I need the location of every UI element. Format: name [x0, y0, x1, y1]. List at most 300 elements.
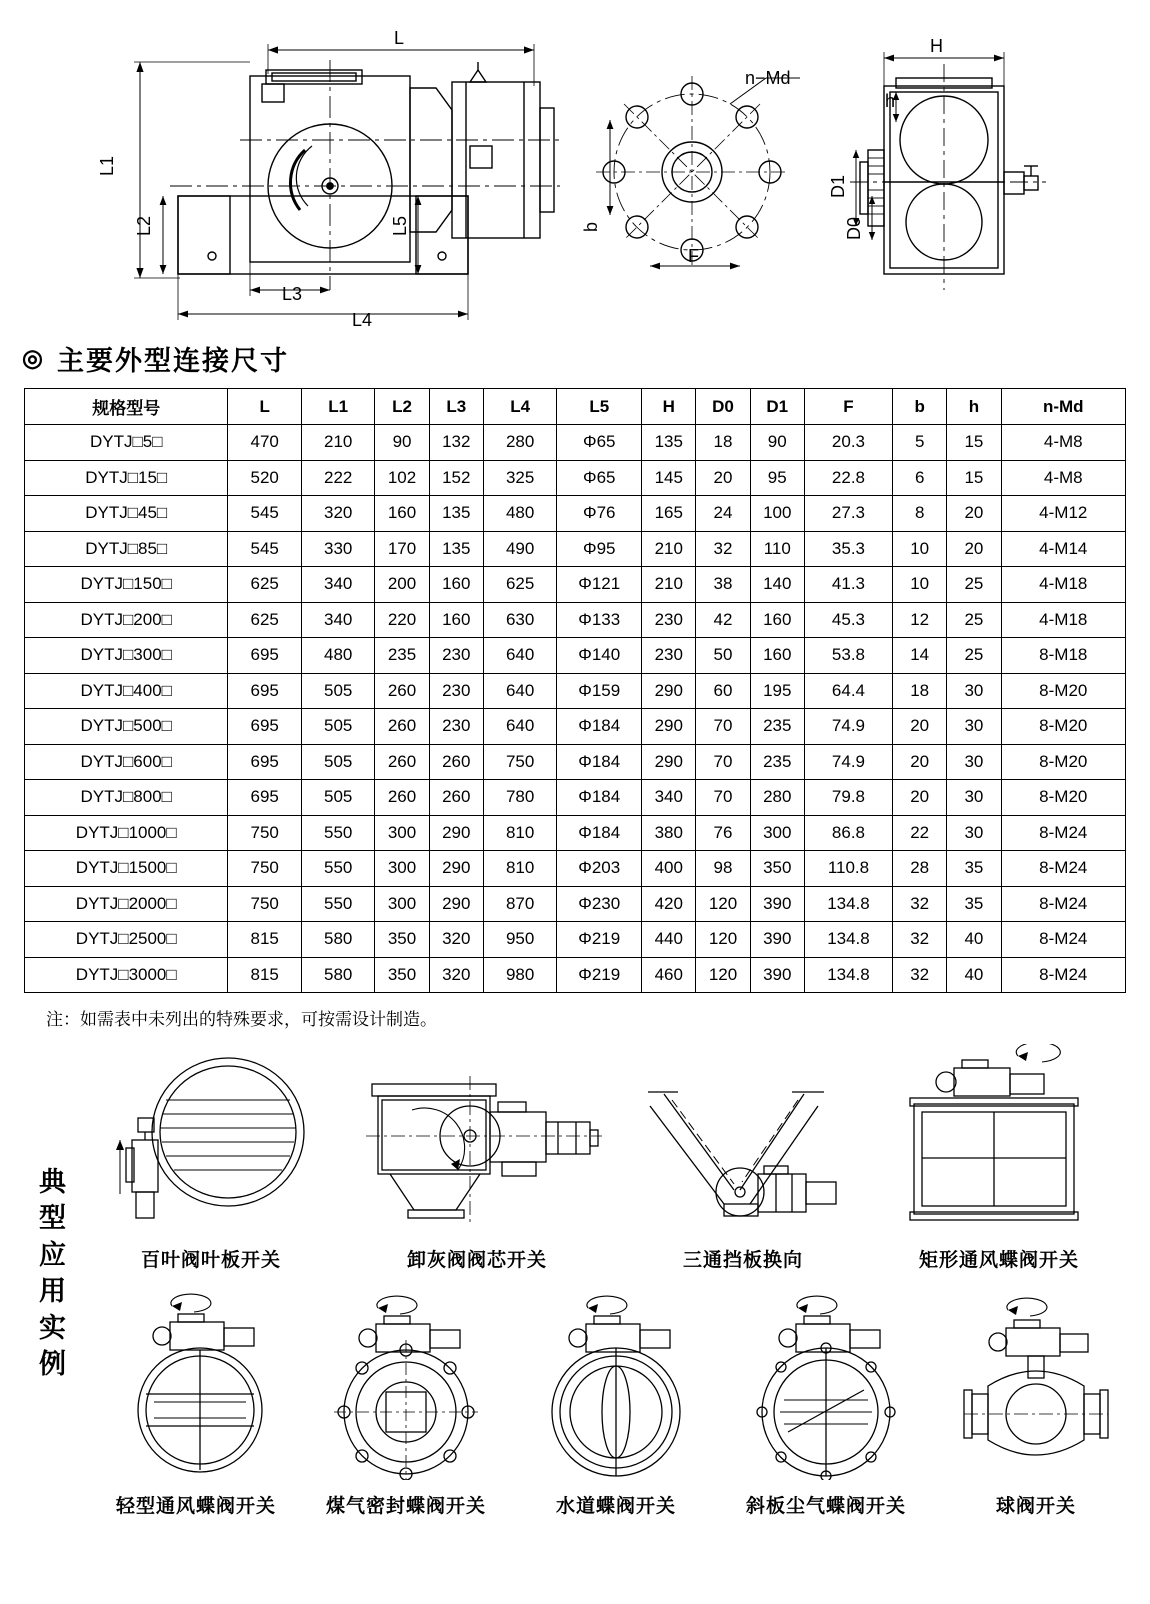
application-item-gas-seal-butterfly: [306, 1290, 506, 1518]
cell-L1: 210: [301, 425, 374, 461]
table-row: [25, 531, 1126, 567]
cell-L: 695: [228, 780, 301, 816]
cell-H: 290: [642, 744, 696, 780]
cell-b: 10: [893, 531, 947, 567]
cell-h: 40: [947, 922, 1001, 958]
dim-label-n-Md: n−Md: [745, 68, 791, 88]
cell-L2: 260: [375, 780, 429, 816]
application-caption: 斜板尘气蝶阀开关: [745, 1496, 906, 1517]
cell-h: 40: [947, 957, 1001, 993]
application-item-ash-discharge-valve: [352, 1044, 602, 1272]
cell-L5: Φ184: [557, 744, 642, 780]
dim-label-D1: D1: [828, 174, 848, 198]
cell-L: 625: [228, 602, 301, 638]
section-title: 主要外型连接尺寸: [56, 346, 289, 376]
cell-model: DYTJ□200□: [25, 602, 228, 638]
applications-row-1: [0, 1044, 1150, 1272]
cell-b: 5: [893, 425, 947, 461]
cell-L3: 230: [429, 673, 483, 709]
cell-model: DYTJ□85□: [25, 531, 228, 567]
cell-L1: 330: [301, 531, 374, 567]
cell-L2: 235: [375, 638, 429, 674]
cell-D0: 120: [696, 922, 750, 958]
cell-L3: 290: [429, 815, 483, 851]
cell-F: 74.9: [804, 744, 892, 780]
cell-L5: Φ230: [557, 886, 642, 922]
cell-L3: 160: [429, 567, 483, 603]
cell-b: 32: [893, 957, 947, 993]
cell-b: 6: [893, 460, 947, 496]
cell-L3: 152: [429, 460, 483, 496]
cell-L4: 280: [483, 425, 556, 461]
col-header-L4: L4: [483, 389, 556, 425]
cell-n-Md: 4-M18: [1001, 602, 1125, 638]
cell-n-Md: 4-M14: [1001, 531, 1125, 567]
application-item-inclined-dust-butterfly: [726, 1290, 926, 1518]
louver-valve-drawing: [96, 1044, 326, 1234]
cell-L5: Φ121: [557, 567, 642, 603]
cell-L4: 810: [483, 815, 556, 851]
cell-L1: 320: [301, 496, 374, 532]
cell-D1: 280: [750, 780, 804, 816]
cell-L1: 580: [301, 922, 374, 958]
cell-H: 230: [642, 602, 696, 638]
cell-L: 695: [228, 638, 301, 674]
col-header-L3: L3: [429, 389, 483, 425]
three-way-damper-drawing: [628, 1044, 858, 1234]
cell-L2: 300: [375, 851, 429, 887]
cell-model: DYTJ□400□: [25, 673, 228, 709]
ash-discharge-valve-drawing: [352, 1044, 602, 1234]
cell-L3: 230: [429, 638, 483, 674]
cell-model: DYTJ□15□: [25, 460, 228, 496]
cell-model: DYTJ□300□: [25, 638, 228, 674]
cell-L1: 550: [301, 851, 374, 887]
cell-b: 10: [893, 567, 947, 603]
dim-label-H: H: [930, 36, 943, 56]
cell-L4: 630: [483, 602, 556, 638]
cell-n-Md: 8-M20: [1001, 709, 1125, 745]
cell-D0: 98: [696, 851, 750, 887]
cell-n-Md: 8-M24: [1001, 815, 1125, 851]
cell-model: DYTJ□3000□: [25, 957, 228, 993]
dim-label-L1: L1: [97, 155, 117, 176]
cell-L4: 640: [483, 638, 556, 674]
application-caption: 轻型通风蝶阀开关: [115, 1496, 276, 1517]
cell-D1: 100: [750, 496, 804, 532]
cell-L5: Φ76: [557, 496, 642, 532]
cell-L3: 135: [429, 531, 483, 567]
table-row: [25, 815, 1126, 851]
cell-L5: Φ65: [557, 460, 642, 496]
cell-L: 750: [228, 886, 301, 922]
cell-model: DYTJ□2000□: [25, 886, 228, 922]
cell-F: 134.8: [804, 886, 892, 922]
cell-h: 20: [947, 496, 1001, 532]
cell-F: 134.8: [804, 957, 892, 993]
cell-L2: 350: [375, 957, 429, 993]
cell-H: 340: [642, 780, 696, 816]
application-caption: 球阀开关: [995, 1496, 1076, 1517]
table-row: [25, 744, 1126, 780]
cell-L5: Φ65: [557, 425, 642, 461]
cell-h: 30: [947, 709, 1001, 745]
cell-D1: 90: [750, 425, 804, 461]
cell-F: 22.8: [804, 460, 892, 496]
cell-F: 35.3: [804, 531, 892, 567]
cell-n-Md: 4-M8: [1001, 460, 1125, 496]
cell-h: 20: [947, 531, 1001, 567]
cell-b: 32: [893, 886, 947, 922]
cell-L: 545: [228, 496, 301, 532]
cell-L2: 170: [375, 531, 429, 567]
cell-F: 41.3: [804, 567, 892, 603]
cell-D1: 195: [750, 673, 804, 709]
cell-b: 20: [893, 780, 947, 816]
table-row: [25, 922, 1126, 958]
cell-D1: 350: [750, 851, 804, 887]
rect-vent-butterfly-drawing: [884, 1044, 1114, 1234]
application-caption: 三通挡板换向: [682, 1250, 803, 1271]
cell-L5: Φ140: [557, 638, 642, 674]
cell-L1: 505: [301, 673, 374, 709]
cell-F: 110.8: [804, 851, 892, 887]
cell-L4: 640: [483, 709, 556, 745]
cell-D0: 24: [696, 496, 750, 532]
application-item-light-vent-butterfly: [96, 1290, 296, 1518]
cell-L3: 132: [429, 425, 483, 461]
cell-L: 695: [228, 673, 301, 709]
table-note: 注：如需表中未列出的特殊要求，可按需设计制造。: [46, 1010, 437, 1029]
cell-F: 20.3: [804, 425, 892, 461]
cell-H: 440: [642, 922, 696, 958]
cell-L1: 222: [301, 460, 374, 496]
cell-L4: 980: [483, 957, 556, 993]
cell-n-Md: 8-M24: [1001, 851, 1125, 887]
cell-D0: 18: [696, 425, 750, 461]
cell-L5: Φ184: [557, 815, 642, 851]
cell-L3: 320: [429, 957, 483, 993]
cell-b: 14: [893, 638, 947, 674]
cell-F: 45.3: [804, 602, 892, 638]
cell-L: 815: [228, 957, 301, 993]
dim-label-L5: L5: [390, 215, 410, 236]
cell-model: DYTJ□5□: [25, 425, 228, 461]
cell-L4: 490: [483, 531, 556, 567]
cell-L2: 260: [375, 744, 429, 780]
cell-L: 545: [228, 531, 301, 567]
applications-row-2: [0, 1290, 1150, 1518]
cell-L3: 290: [429, 886, 483, 922]
cell-F: 86.8: [804, 815, 892, 851]
dim-label-L: L: [394, 28, 405, 48]
cell-L2: 350: [375, 922, 429, 958]
cell-H: 135: [642, 425, 696, 461]
cell-n-Md: 8-M24: [1001, 922, 1125, 958]
table-row: [25, 460, 1126, 496]
cell-b: 22: [893, 815, 947, 851]
cell-L3: 290: [429, 851, 483, 887]
cell-n-Md: 8-M20: [1001, 780, 1125, 816]
cell-L4: 640: [483, 673, 556, 709]
cell-H: 420: [642, 886, 696, 922]
cell-L5: Φ184: [557, 709, 642, 745]
cell-D1: 300: [750, 815, 804, 851]
table-row: [25, 638, 1126, 674]
cell-L: 695: [228, 744, 301, 780]
cell-model: DYTJ□1000□: [25, 815, 228, 851]
cell-h: 15: [947, 460, 1001, 496]
cell-H: 165: [642, 496, 696, 532]
cell-L5: Φ219: [557, 957, 642, 993]
dim-label-D0: D0: [844, 216, 864, 240]
col-header-b: b: [893, 389, 947, 425]
table-row: [25, 780, 1126, 816]
cell-L4: 870: [483, 886, 556, 922]
cell-L4: 950: [483, 922, 556, 958]
cell-L2: 260: [375, 709, 429, 745]
application-caption: 矩形通风蝶阀开关: [918, 1250, 1079, 1271]
table-row: [25, 425, 1126, 461]
cell-D0: 70: [696, 780, 750, 816]
cell-D0: 70: [696, 744, 750, 780]
cell-D0: 32: [696, 531, 750, 567]
cell-D1: 95: [750, 460, 804, 496]
cell-L3: 320: [429, 922, 483, 958]
col-header-H: H: [642, 389, 696, 425]
cell-L2: 300: [375, 815, 429, 851]
cell-model: DYTJ□2500□: [25, 922, 228, 958]
cell-L1: 340: [301, 567, 374, 603]
cell-D1: 235: [750, 744, 804, 780]
cell-n-Md: 8-M24: [1001, 886, 1125, 922]
cell-L: 815: [228, 922, 301, 958]
cell-L4: 780: [483, 780, 556, 816]
application-caption: 百叶阀叶板开关: [140, 1250, 281, 1271]
cell-b: 12: [893, 602, 947, 638]
cell-h: 25: [947, 602, 1001, 638]
table-row: [25, 567, 1126, 603]
cell-F: 27.3: [804, 496, 892, 532]
cell-F: 53.8: [804, 638, 892, 674]
table-row: [25, 496, 1126, 532]
cell-b: 28: [893, 851, 947, 887]
cell-H: 145: [642, 460, 696, 496]
dimensions-table-wrap: [0, 388, 1150, 1030]
cell-n-Md: 4-M12: [1001, 496, 1125, 532]
cell-L2: 300: [375, 886, 429, 922]
cell-D0: 38: [696, 567, 750, 603]
cell-D1: 160: [750, 602, 804, 638]
dimensions-table: [24, 388, 1126, 993]
application-item-water-butterfly: [516, 1290, 716, 1518]
cell-L1: 505: [301, 709, 374, 745]
cell-L1: 480: [301, 638, 374, 674]
table-row: [25, 886, 1126, 922]
water-butterfly-drawing: [516, 1290, 716, 1480]
cell-L5: Φ219: [557, 922, 642, 958]
cell-L: 520: [228, 460, 301, 496]
section-heading: [0, 335, 1150, 388]
cell-L2: 200: [375, 567, 429, 603]
table-row: [25, 602, 1126, 638]
cell-D1: 140: [750, 567, 804, 603]
cell-F: 74.9: [804, 709, 892, 745]
col-header-nmd: n-Md: [1001, 389, 1125, 425]
cell-model: DYTJ□500□: [25, 709, 228, 745]
cell-model: DYTJ□1500□: [25, 851, 228, 887]
cell-L1: 550: [301, 815, 374, 851]
cell-D0: 20: [696, 460, 750, 496]
cell-D0: 120: [696, 957, 750, 993]
cell-b: 18: [893, 673, 947, 709]
cell-L2: 220: [375, 602, 429, 638]
cell-L4: 325: [483, 460, 556, 496]
cell-b: 32: [893, 922, 947, 958]
cell-L2: 102: [375, 460, 429, 496]
cell-L1: 505: [301, 780, 374, 816]
applications-side-label: 典 型 应 用 实 例: [39, 1167, 67, 1380]
cell-L1: 340: [301, 602, 374, 638]
inclined-dust-butterfly-drawing: [726, 1290, 926, 1480]
cell-L4: 750: [483, 744, 556, 780]
cell-L1: 505: [301, 744, 374, 780]
cell-D1: 390: [750, 957, 804, 993]
dim-label-h: h: [885, 91, 896, 111]
cell-L5: Φ203: [557, 851, 642, 887]
cell-L2: 90: [375, 425, 429, 461]
cell-h: 15: [947, 425, 1001, 461]
cell-D1: 390: [750, 922, 804, 958]
cell-n-Md: 8-M20: [1001, 744, 1125, 780]
cell-h: 25: [947, 638, 1001, 674]
cell-L: 750: [228, 851, 301, 887]
cell-n-Md: 8-M24: [1001, 957, 1125, 993]
cell-D1: 110: [750, 531, 804, 567]
col-header-D1: D1: [750, 389, 804, 425]
cell-L1: 550: [301, 886, 374, 922]
cell-L: 470: [228, 425, 301, 461]
cell-n-Md: 8-M18: [1001, 638, 1125, 674]
application-item-three-way-damper: [628, 1044, 858, 1272]
cell-L: 695: [228, 709, 301, 745]
cell-n-Md: 8-M20: [1001, 673, 1125, 709]
col-header-L5: L5: [557, 389, 642, 425]
cell-model: DYTJ□150□: [25, 567, 228, 603]
table-row: [25, 957, 1126, 993]
cell-L4: 810: [483, 851, 556, 887]
col-header-L2: L2: [375, 389, 429, 425]
col-header-L: L: [228, 389, 301, 425]
application-caption: 水道蝶阀开关: [555, 1496, 676, 1517]
cell-D0: 60: [696, 673, 750, 709]
cell-H: 210: [642, 531, 696, 567]
cell-D0: 50: [696, 638, 750, 674]
cell-L: 750: [228, 815, 301, 851]
cell-L4: 480: [483, 496, 556, 532]
cell-L4: 625: [483, 567, 556, 603]
cell-L3: 160: [429, 602, 483, 638]
cell-L5: Φ184: [557, 780, 642, 816]
cell-H: 380: [642, 815, 696, 851]
dim-label-L2: L2: [134, 215, 154, 236]
gas-seal-butterfly-drawing: [306, 1290, 506, 1480]
cell-D1: 235: [750, 709, 804, 745]
cell-h: 30: [947, 815, 1001, 851]
cell-H: 290: [642, 709, 696, 745]
cell-L3: 260: [429, 744, 483, 780]
cell-D0: 76: [696, 815, 750, 851]
cell-L5: Φ95: [557, 531, 642, 567]
cell-H: 400: [642, 851, 696, 887]
application-item-ball-valve: [936, 1290, 1136, 1518]
cell-F: 64.4: [804, 673, 892, 709]
cell-D1: 160: [750, 638, 804, 674]
col-header-model: 规格型号: [25, 389, 228, 425]
cell-L3: 135: [429, 496, 483, 532]
cell-b: 20: [893, 744, 947, 780]
application-caption: 卸灰阀阀芯开关: [406, 1250, 547, 1271]
cell-F: 134.8: [804, 922, 892, 958]
col-header-h: h: [947, 389, 1001, 425]
cell-n-Md: 4-M18: [1001, 567, 1125, 603]
ball-valve-drawing: [936, 1290, 1136, 1480]
col-header-L1: L1: [301, 389, 374, 425]
cell-D0: 70: [696, 709, 750, 745]
cell-L3: 260: [429, 780, 483, 816]
heading-mark-icon: ◎: [22, 344, 45, 372]
table-row: [25, 709, 1126, 745]
top-drawings-panel: [0, 0, 1150, 335]
cell-L3: 230: [429, 709, 483, 745]
cell-F: 79.8: [804, 780, 892, 816]
dim-label-L3: L3: [282, 284, 303, 304]
application-item-louver-valve: [96, 1044, 326, 1272]
dim-label-F: F: [688, 246, 699, 266]
cell-D1: 390: [750, 886, 804, 922]
cell-b: 8: [893, 496, 947, 532]
cell-L1: 580: [301, 957, 374, 993]
cell-model: DYTJ□800□: [25, 780, 228, 816]
cell-H: 290: [642, 673, 696, 709]
cell-h: 30: [947, 780, 1001, 816]
cell-h: 25: [947, 567, 1001, 603]
col-header-D0: D0: [696, 389, 750, 425]
cell-h: 30: [947, 744, 1001, 780]
cell-D0: 120: [696, 886, 750, 922]
cell-L2: 160: [375, 496, 429, 532]
assembly-drawing: [0, 0, 1150, 335]
application-caption: 煤气密封蝶阀开关: [325, 1496, 486, 1517]
dim-label-b: b: [581, 221, 601, 232]
application-item-rect-vent-butterfly: [884, 1044, 1114, 1272]
cell-b: 20: [893, 709, 947, 745]
cell-model: DYTJ□45□: [25, 496, 228, 532]
cell-h: 35: [947, 886, 1001, 922]
cell-H: 460: [642, 957, 696, 993]
cell-h: 30: [947, 673, 1001, 709]
cell-L: 625: [228, 567, 301, 603]
cell-model: DYTJ□600□: [25, 744, 228, 780]
col-header-F: F: [804, 389, 892, 425]
cell-D0: 42: [696, 602, 750, 638]
cell-h: 35: [947, 851, 1001, 887]
cell-H: 230: [642, 638, 696, 674]
table-row: [25, 673, 1126, 709]
cell-H: 210: [642, 567, 696, 603]
table-row: [25, 851, 1126, 887]
dim-label-L4: L4: [352, 310, 373, 330]
